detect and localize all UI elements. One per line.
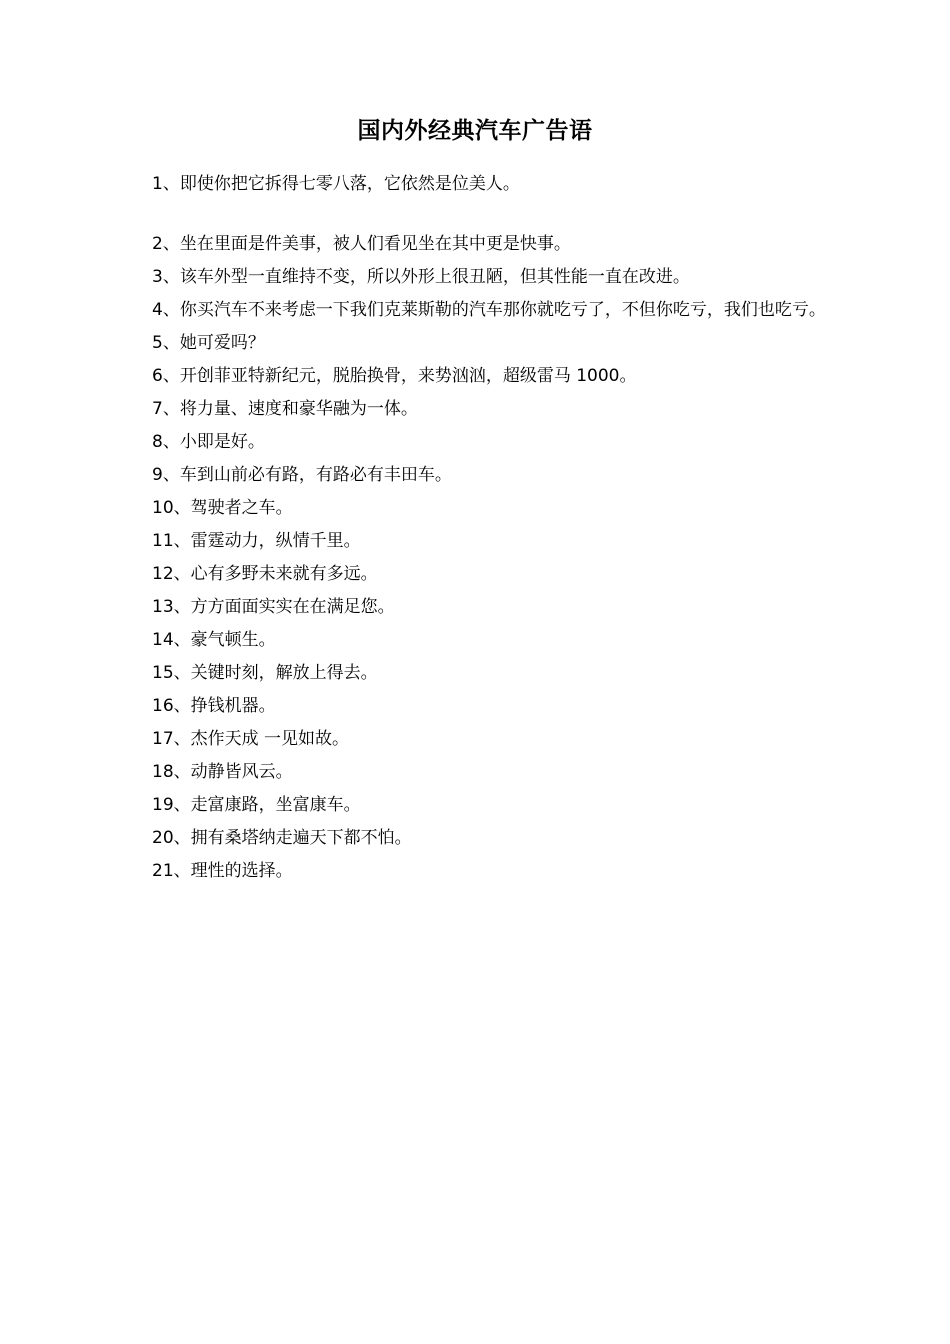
list-item: 17、杰作天成 一见如故。 [152,729,350,749]
list-item: 10、驾驶者之车。 [152,498,293,518]
list-item: 9、车到山前必有路，有路必有丰田车。 [152,465,452,485]
list-item: 5、她可爱吗？ [152,333,265,353]
list-item: 18、动静皆风云。 [152,762,293,782]
list-item: 13、方方面面实实在在满足您。 [152,597,395,617]
list-item: 11、雷霆动力，纵情千里。 [152,531,361,551]
list-item: 16、挣钱机器。 [152,696,276,716]
paragraph-spacer [114,201,838,228]
list-item: 1、即使你把它拆得七零八落，它依然是位美人。 [152,174,520,194]
list-item: 2、坐在里面是件美事，被人们看见坐在其中更是快事。 [152,234,571,254]
list-item: 3、该车外型一直维持不变，所以外形上很丑陋，但其性能一直在改进。 [152,267,690,287]
slogan-list [114,168,838,888]
list-item: 21、理性的选择。 [152,861,293,881]
list-item: 19、走富康路，坐富康车。 [152,795,361,815]
list-item: 15、关键时刻，解放上得去。 [152,663,378,683]
list-item: 7、将力量、速度和豪华融为一体。 [152,399,418,419]
page-title: 国内外经典汽车广告语 [357,118,593,144]
list-item: 6、开创菲亚特新纪元，脱胎换骨，来势汹汹，超级雷马 1000。 [152,366,637,386]
list-item: 20、拥有桑塔纳走遍天下都不怕。 [152,828,412,848]
list-item: 14、豪气顿生。 [152,630,276,650]
list-item: 8、小即是好。 [152,432,265,452]
list-item: 4、你买汽车不来考虑一下我们克莱斯勒的汽车那你就吃亏了，不但你吃亏，我们也吃亏。 [152,300,826,320]
list-item: 12、心有多野未来就有多远。 [152,564,378,584]
